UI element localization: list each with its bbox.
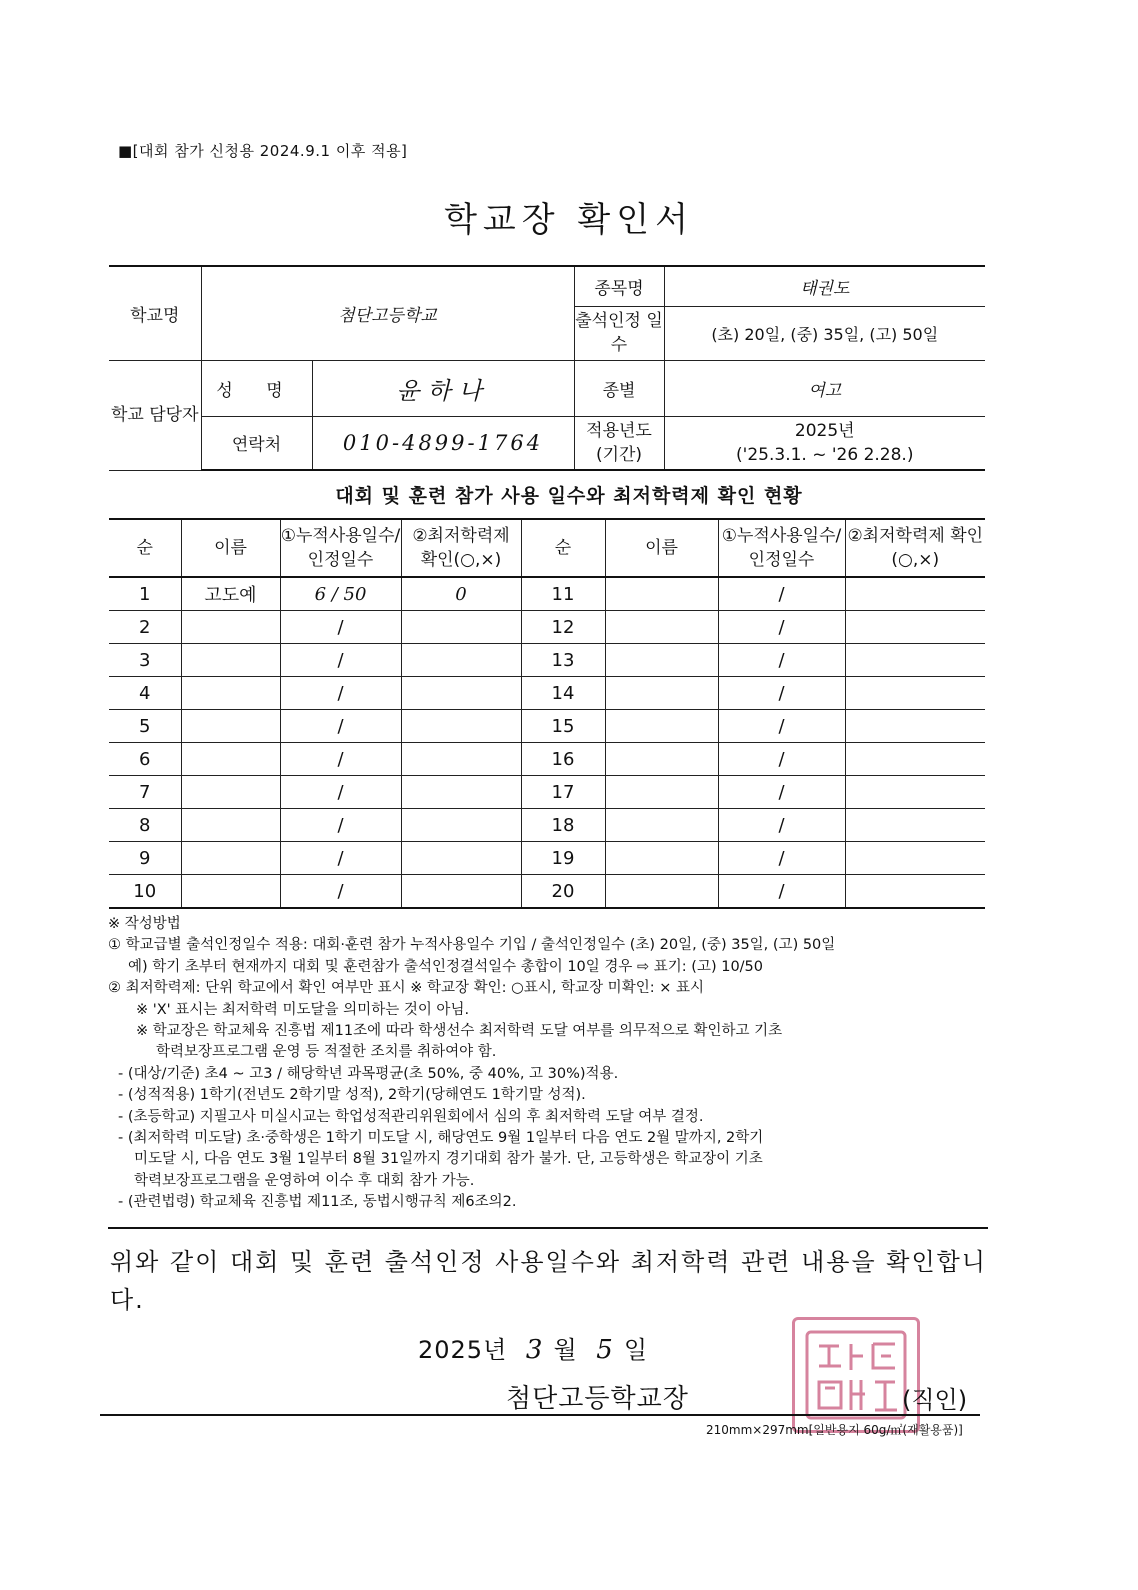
- note-line: ② 최저학력제: 단위 학교에서 확인 여부만 표시 ※ 학교장 확인: ○표시, 학교장 미확인: × 표시: [108, 980, 704, 997]
- note-line: 학력보장프로그램을 운영하여 이수 후 대회 참가 가능.: [134, 1172, 475, 1189]
- year-label: 적용년도 (기간): [574, 416, 664, 470]
- status-cell-days-left: /: [280, 743, 401, 776]
- status-cell-name-right: [605, 677, 718, 710]
- table-row: [109, 677, 985, 710]
- status-cell-name-left: [181, 875, 280, 909]
- status-cell-no-left: 2: [109, 611, 181, 644]
- table-row: [109, 611, 985, 644]
- table-row: [109, 842, 985, 875]
- status-cell-days-left: /: [280, 710, 401, 743]
- status-table-header: [109, 519, 985, 577]
- status-cell-days-right: /: [718, 842, 845, 875]
- status-cell-name-left: [181, 743, 280, 776]
- status-cell-days-left: /: [280, 644, 401, 677]
- note-line: - (성적적용) 1학기(전년도 2학기말 성적), 2학기(당해연도 1학기말 성적).: [118, 1087, 586, 1104]
- sport-value: 태권도: [664, 266, 985, 306]
- status-cell-days-left: /: [280, 875, 401, 909]
- status-cell-check-left: [401, 842, 521, 875]
- status-cell-check-right: [845, 842, 985, 875]
- note-line: ※ 'X' 표시는 최저학력 미도달을 의미하는 것이 아님.: [136, 1001, 470, 1018]
- status-cell-check-right: [845, 743, 985, 776]
- status-cell-name-right: [605, 776, 718, 809]
- header-note: ■[대회 참가 신청용 2024.9.1 이후 적용]: [118, 142, 408, 160]
- note-line: - (최저학력 미도달) 초·중학생은 1학기 미도달 시, 해당연도 9월 1일부터 다음 연도 2월 말까지, 2학기: [118, 1130, 764, 1147]
- status-cell-check-left: 0: [401, 577, 521, 611]
- year-cell: [664, 416, 985, 470]
- note-line: - (초등학교) 지필고사 미실시교는 학업성적관리위원회에서 심의 후 최저학력 도달 여부 결정.: [118, 1108, 704, 1125]
- status-cell-check-right: [845, 611, 985, 644]
- attendance-label: 출석인정 일수: [574, 306, 664, 360]
- status-cell-check-right: [845, 644, 985, 677]
- status-cell-no-right: 19: [521, 842, 605, 875]
- principal-title: 첨단고등학교장: [506, 1384, 689, 1414]
- note-line: ① 학교급별 출석인정일수 적용: 대회·훈련 참가 누적사용일수 기입 / 출석인정일수 (초) 20일, (중) 35일, (고) 50일: [108, 937, 836, 954]
- name-label: 성 명: [201, 360, 312, 416]
- status-cell-name-right: [605, 644, 718, 677]
- note-line: 예) 학기 초부터 현재까지 대회 및 훈련참가 출석인정결석일수 총합이 10일 경우 ⇨ 표기: (고) 10/50: [128, 958, 764, 975]
- status-header-cell: ①누적사용일수/인정일수: [718, 519, 845, 577]
- status-cell-days-right: /: [718, 743, 845, 776]
- status-cell-no-right: 15: [521, 710, 605, 743]
- status-cell-name-left: [181, 611, 280, 644]
- contact-value: 010-4899-1764: [312, 416, 574, 470]
- status-cell-check-left: [401, 611, 521, 644]
- status-cell-check-right: [845, 710, 985, 743]
- status-header-cell: 이름: [605, 519, 718, 577]
- sign-day: 5: [596, 1335, 614, 1365]
- seal-icon: [801, 1326, 911, 1424]
- status-cell-name-right: [605, 710, 718, 743]
- status-cell-no-right: 11: [521, 577, 605, 611]
- status-header-cell: 순: [521, 519, 605, 577]
- note-line: ※ 학교장은 학교체육 진흥법 제11조에 따라 학생선수 최저학력 도달 여부를 의무적으로 확인하고 기초: [136, 1023, 783, 1040]
- paper-spec: 210mm×297mm[일반용지 60g/㎡(재활용품)]: [706, 1423, 963, 1437]
- status-cell-check-left: [401, 776, 521, 809]
- status-cell-days-right: /: [718, 710, 845, 743]
- status-cell-check-left: [401, 710, 521, 743]
- status-cell-days-right: /: [718, 677, 845, 710]
- note-line: 미도달 시, 다음 연도 3월 1일부터 8월 31일까지 경기대회 참가 불가. 단, 고등학생은 학교장이 기초: [134, 1151, 763, 1168]
- status-cell-days-left: /: [280, 809, 401, 842]
- status-cell-no-left: 8: [109, 809, 181, 842]
- status-cell-days-left: /: [280, 842, 401, 875]
- status-cell-days-right: /: [718, 611, 845, 644]
- bottom-divider: [100, 1414, 980, 1416]
- status-cell-days-right: /: [718, 875, 845, 909]
- status-cell-check-left: [401, 644, 521, 677]
- sign-month-unit: 월: [553, 1336, 578, 1364]
- notes-divider: [108, 1227, 988, 1229]
- status-table: [109, 518, 985, 909]
- status-header-cell: ②최저학력제 확인(○,×): [845, 519, 985, 577]
- status-cell-check-right: [845, 809, 985, 842]
- period-value: ('25.3.1. ~ '26 2.28.): [736, 444, 914, 465]
- status-cell-check-right: [845, 875, 985, 909]
- status-cell-no-left: 7: [109, 776, 181, 809]
- status-cell-name-left: 고도예: [181, 577, 280, 611]
- status-cell-check-right: [845, 577, 985, 611]
- status-cell-no-right: 14: [521, 677, 605, 710]
- status-cell-name-right: [605, 743, 718, 776]
- sign-year: 2025년: [418, 1336, 508, 1364]
- status-cell-check-left: [401, 677, 521, 710]
- status-cell-check-right: [845, 677, 985, 710]
- year-value: 2025년: [794, 420, 855, 441]
- status-cell-no-left: 10: [109, 875, 181, 909]
- status-header-cell: 이름: [181, 519, 280, 577]
- status-header-cell: ①누적사용일수/인정일수: [280, 519, 401, 577]
- status-cell-days-right: /: [718, 577, 845, 611]
- status-table-body: [109, 577, 985, 908]
- status-cell-no-right: 12: [521, 611, 605, 644]
- status-cell-check-left: [401, 875, 521, 909]
- school-name-label: 학교명: [109, 266, 201, 360]
- school-info-table: [109, 265, 985, 471]
- sign-day-unit: 일: [623, 1336, 649, 1364]
- status-cell-name-right: [605, 809, 718, 842]
- status-cell-days-left: /: [280, 677, 401, 710]
- status-cell-check-right: [845, 776, 985, 809]
- status-header-cell: ②최저학력제 확인(○,×): [401, 519, 521, 577]
- status-cell-days-right: /: [718, 776, 845, 809]
- section-title: 대회 및 훈련 참가 사용 일수와 최저학력제 확인 현황: [335, 485, 803, 507]
- note-line: - (대상/기준) 초4 ~ 고3 / 해당학년 과목평균(초 50%, 중 40%, 고 30%)적용.: [118, 1065, 619, 1082]
- status-cell-no-left: 5: [109, 710, 181, 743]
- status-cell-no-left: 6: [109, 743, 181, 776]
- status-cell-check-left: [401, 809, 521, 842]
- sport-label: 종목명: [574, 266, 664, 306]
- status-cell-name-right: [605, 842, 718, 875]
- table-row: [109, 776, 985, 809]
- status-cell-no-left: 4: [109, 677, 181, 710]
- page-title: 학교장 확인서: [444, 200, 694, 240]
- status-cell-no-left: 3: [109, 644, 181, 677]
- note-line: - (관련법령) 학교체육 진흥법 제11조, 동법시행규칙 제6조의2.: [118, 1194, 517, 1211]
- writing-guide: [108, 914, 988, 1214]
- status-cell-name-right: [605, 577, 718, 611]
- confirm-statement: 위와 같이 대회 및 훈련 출석인정 사용일수와 최저학력 관련 내용을 확인합니다.: [110, 1248, 987, 1314]
- status-cell-no-right: 18: [521, 809, 605, 842]
- status-cell-name-left: [181, 644, 280, 677]
- sign-month: 3: [525, 1335, 544, 1365]
- manager-label: 학교 담당자: [109, 360, 201, 470]
- status-cell-no-right: 20: [521, 875, 605, 909]
- status-cell-days-left: /: [280, 611, 401, 644]
- table-row: [109, 743, 985, 776]
- status-cell-no-right: 16: [521, 743, 605, 776]
- gender-value: 여고: [664, 360, 985, 416]
- table-row: [109, 809, 985, 842]
- sign-date: [418, 1330, 648, 1365]
- status-cell-days-left: 6 / 50: [280, 577, 401, 611]
- table-row: [109, 710, 985, 743]
- status-cell-name-left: [181, 842, 280, 875]
- contact-label: 연락처: [201, 416, 312, 470]
- seal-label: (직인): [902, 1386, 968, 1414]
- status-cell-no-left: 1: [109, 577, 181, 611]
- table-row: [109, 875, 985, 909]
- status-header-cell: 순: [109, 519, 181, 577]
- table-row: [109, 577, 985, 611]
- status-cell-days-right: /: [718, 809, 845, 842]
- status-cell-no-left: 9: [109, 842, 181, 875]
- status-cell-days-right: /: [718, 644, 845, 677]
- status-cell-name-left: [181, 809, 280, 842]
- note-line: ※ 작성방법: [108, 916, 181, 932]
- status-cell-name-right: [605, 875, 718, 909]
- status-cell-name-right: [605, 611, 718, 644]
- table-row: [109, 644, 985, 677]
- status-cell-check-left: [401, 743, 521, 776]
- status-cell-name-left: [181, 710, 280, 743]
- attendance-value: (초) 20일, (중) 35일, (고) 50일: [664, 306, 985, 360]
- gender-label: 종별: [574, 360, 664, 416]
- manager-name-value: 윤하나: [312, 360, 574, 416]
- status-cell-name-left: [181, 776, 280, 809]
- note-line: 학력보장프로그램 운영 등 적절한 조치를 취하여야 함.: [156, 1044, 497, 1061]
- status-cell-days-left: /: [280, 776, 401, 809]
- status-cell-name-left: [181, 677, 280, 710]
- school-name-value: 첨단고등학교: [201, 266, 574, 360]
- status-cell-no-right: 13: [521, 644, 605, 677]
- status-cell-no-right: 17: [521, 776, 605, 809]
